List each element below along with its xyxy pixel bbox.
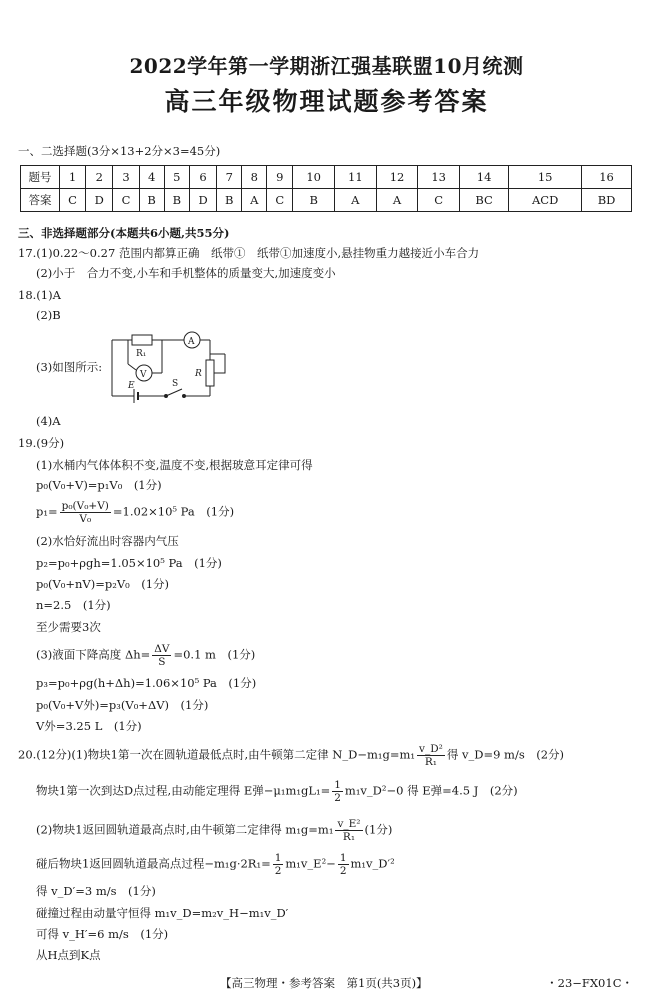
question-number-cell: 5 bbox=[164, 166, 189, 189]
answer-cell: C bbox=[113, 189, 139, 212]
question-number-cell: 14 bbox=[460, 166, 509, 189]
q19-line6: p₀(V₀+nV)=p₂V₀ (1分) bbox=[36, 577, 170, 591]
q17-line2: (2)小于 合力不变,小车和手机整体的质量变大,加速度变小 bbox=[36, 266, 336, 280]
answer-cell: ACD bbox=[509, 189, 582, 212]
label-switch: S bbox=[172, 379, 179, 389]
answer-cell: A bbox=[335, 189, 377, 212]
q18-line4: (4)A bbox=[36, 414, 61, 428]
q18-line3: (3)如图所示: bbox=[36, 360, 103, 374]
q19-line9: (3)液面下降高度 Δh= $\frac{\Delta V}{S}$ =0.1 m (1分) bbox=[36, 643, 256, 668]
answer-cell: C bbox=[418, 189, 460, 212]
answer-cell: B bbox=[293, 189, 335, 212]
question-number-cell: 13 bbox=[418, 166, 460, 189]
label-ammeter: A bbox=[188, 337, 195, 347]
question-number-cell: 8 bbox=[242, 166, 267, 189]
q20-line6: 碰撞过程由动量守恒得 m₁v_D=m₂v_H−m₁v_D′ bbox=[36, 906, 289, 920]
q19-line3: p₁= $\frac{\text{p₀(V₀+V)}}{\text{V₀}}$ =1.02×10⁵ Pa (1分) bbox=[36, 500, 235, 525]
q20-line4: 碰后物块1返回圆轨道最高点过程−m₁g·2R₁= $\frac{1}{2}$ m₁v_E²− $\frac{1}{2}$ m₁v_D′² bbox=[36, 852, 395, 877]
question-number-cell: 11 bbox=[335, 166, 377, 189]
question-number-cell: 7 bbox=[217, 166, 242, 189]
answer-cell: A bbox=[376, 189, 418, 212]
answer-cell: BC bbox=[460, 189, 509, 212]
q20-line8: 从H点到K点 bbox=[36, 948, 101, 962]
question-number-cell: 6 bbox=[189, 166, 216, 189]
q19-line4: (2)水恰好流出时容器内气压 bbox=[36, 534, 179, 548]
answer-cell: D bbox=[189, 189, 216, 212]
answer-row bbox=[21, 189, 632, 212]
section2-heading: 三、非选择题部分(本题共6小题,共55分) bbox=[18, 226, 230, 240]
q18-line1: 18.(1)A bbox=[18, 288, 61, 302]
answer-cell: C bbox=[60, 189, 86, 212]
question-number-cell: 16 bbox=[582, 166, 632, 189]
question-number-cell: 1 bbox=[60, 166, 86, 189]
label-r1: R₁ bbox=[136, 349, 147, 359]
row-label-answer: 答案 bbox=[21, 189, 60, 212]
answer-cell: A bbox=[242, 189, 267, 212]
q20-line2: 物块1第一次到达D点过程,由动能定理得 E弹−μ₁m₁gL₁= $\frac{1}{2}$ m₁v_D²−0 得 E弹=4.5 J (2分) bbox=[36, 779, 518, 804]
answer-cell: D bbox=[86, 189, 113, 212]
question-number-cell: 4 bbox=[139, 166, 164, 189]
answer-cell: B bbox=[217, 189, 242, 212]
q17-line1: 17.(1)0.22～0.27 范围内都算正确 纸带① 纸带①加速度小,悬挂物重力越接近小车合力 bbox=[18, 246, 480, 260]
q19-line10: p₃=p₀+ρg(h+Δh)=1.06×10⁵ Pa (1分) bbox=[36, 676, 257, 690]
question-number-cell: 2 bbox=[86, 166, 113, 189]
question-number-cell: 10 bbox=[293, 166, 335, 189]
answer-cell: C bbox=[267, 189, 293, 212]
circuit-diagram bbox=[100, 326, 240, 406]
q19-line1: (1)水桶内气体体积不变,温度不变,根据玻意耳定律可得 bbox=[36, 458, 313, 472]
answer-cell: B bbox=[164, 189, 189, 212]
answer-key-title: 高三年级物理试题参考答案 bbox=[164, 87, 489, 116]
q19-line5: p₂=p₀+ρgh=1.05×10⁵ Pa (1分) bbox=[36, 556, 222, 570]
row-label-question: 题号 bbox=[21, 166, 60, 189]
question-number-row bbox=[21, 166, 632, 189]
q19-line11: p₀(V₀+V外)=p₃(V₀+ΔV) (1分) bbox=[36, 698, 209, 712]
answer-table bbox=[20, 165, 632, 212]
q19-line12: V外=3.25 L (1分) bbox=[36, 719, 142, 733]
page-footer: 【高三物理・参考答案 第1页(共3页)】 bbox=[220, 976, 428, 990]
section1-heading: 一、二选择题(3分×13+2分×3=45分) bbox=[18, 144, 221, 158]
q20-line3: (2)物块1返回圆轨道最高点时,由牛顿第二定律得 m₁g=m₁ $\frac{\text{v\_E²}}{\text{R₁}}$ (1分) bbox=[36, 818, 393, 843]
question-number-cell: 15 bbox=[509, 166, 582, 189]
question-number-cell: 9 bbox=[267, 166, 293, 189]
q19-heading: 19.(9分) bbox=[18, 436, 65, 450]
q20-line5: 得 v_D′=3 m/s (1分) bbox=[36, 884, 156, 898]
paper-code: ・23−FX01C・ bbox=[546, 976, 633, 990]
q19-line8: 至少需要3次 bbox=[36, 620, 101, 634]
answer-cell: BD bbox=[582, 189, 632, 212]
q19-line7: n=2.5 (1分) bbox=[36, 598, 111, 612]
q20-line7: 可得 v_H′=6 m/s (1分) bbox=[36, 927, 169, 941]
q19-line2: p₀(V₀+V)=p₁V₀ (1分) bbox=[36, 478, 162, 492]
q20-line1: 20.(12分)(1)物块1第一次在圆轨道最低点时,由牛顿第二定律 N_D−m₁g=m₁ $\frac{\text{v\_D²}}{\text{R₁}}$ 得 v_D=9 m/s (2分) bbox=[18, 743, 565, 768]
question-number-cell: 3 bbox=[113, 166, 139, 189]
answer-cell: B bbox=[139, 189, 164, 212]
label-voltmeter: V bbox=[140, 370, 147, 380]
q18-line2: (2)B bbox=[36, 308, 61, 322]
label-battery: E bbox=[128, 381, 135, 391]
exam-title: 2022学年第一学期浙江强基联盟10月统测 bbox=[129, 54, 524, 78]
label-rheostat: R bbox=[195, 369, 202, 379]
question-number-cell: 12 bbox=[376, 166, 418, 189]
